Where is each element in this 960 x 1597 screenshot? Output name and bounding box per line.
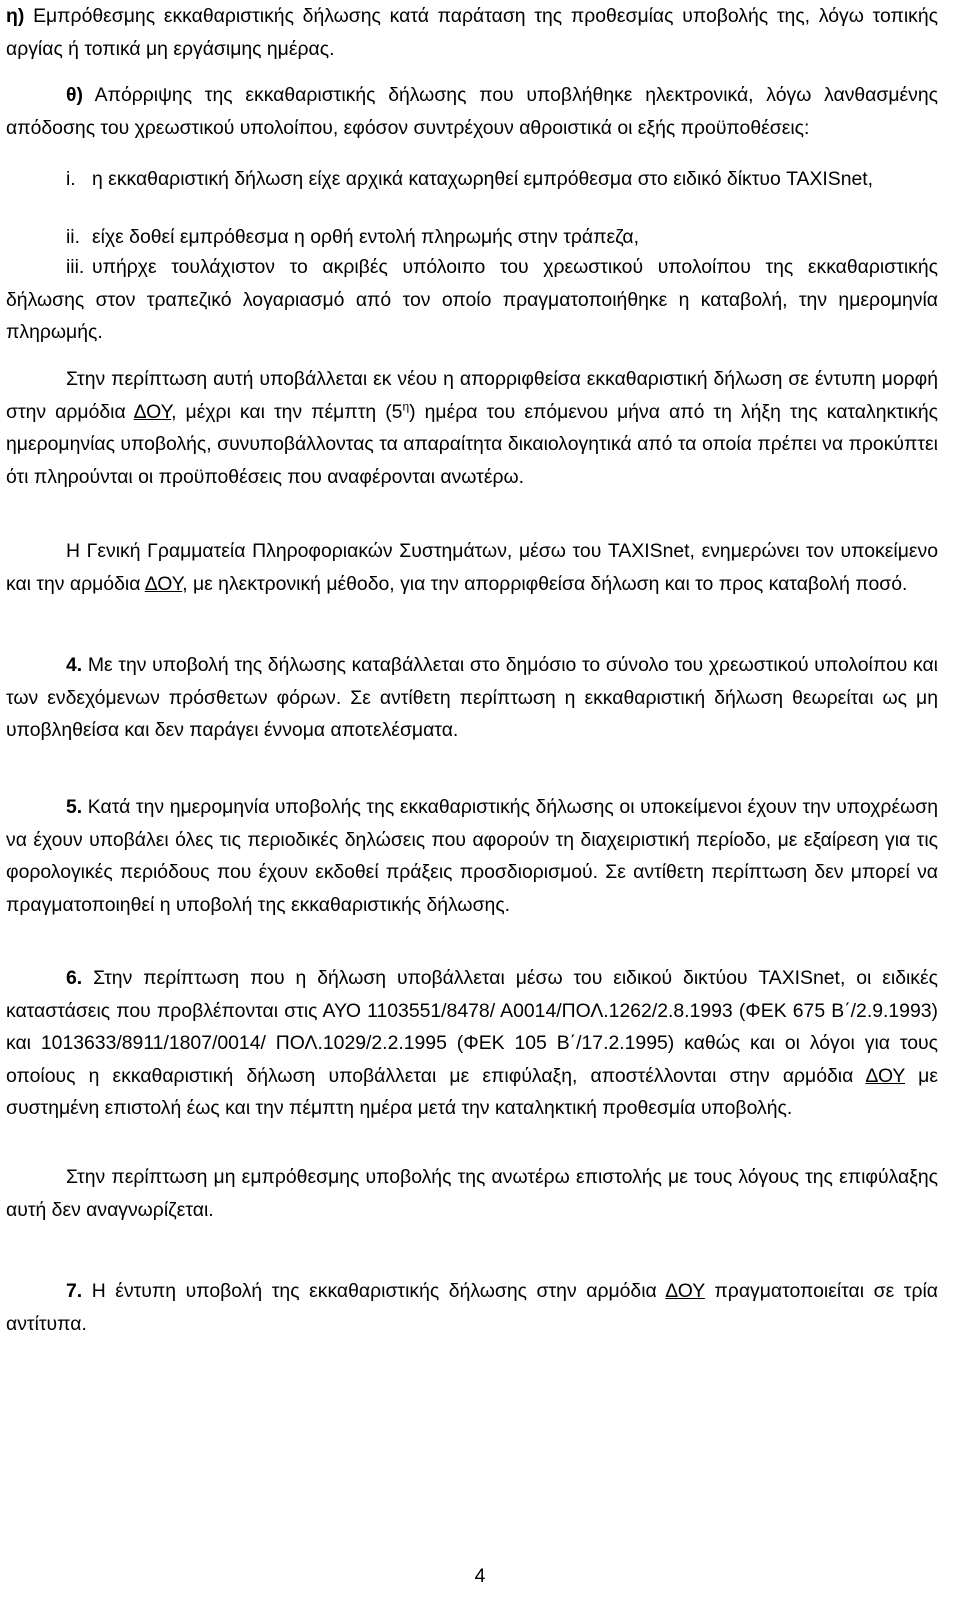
resubmission-text: , μέχρι και την πέμπτη (5 bbox=[171, 400, 403, 423]
doy-reference: ΔΟΥ bbox=[144, 572, 183, 595]
item-text-5: Κατά την ημερομηνία υποβολής της εκκαθαριστικής δήλωσης οι υποκείμενοι έχουν την υποχρέωση να έχουν υποβάλει όλες τις περιοδικές δηλώσεις που αφορούν τη διαχειριστική περίοδο, με εξαίρεση για τις φορολογικές περιόδους που έχουν εκδοθεί πράξεις προσδιορισμού. Σε αντίθετη περίπτωση δεν μπορεί να πραγματοποιηθεί η υποβολή της εκκαθαριστικής δήλωσης. bbox=[6, 796, 938, 916]
resubmission-text: ) ημέρα του επόμενου μήνα από τη λήξη της καταληκτικής ημερομηνίας υποβολής, συνυποβάλλοντας τα απαραίτητα δικαιολογητικά από τα οποία πρέπει να προκύπτει ότι πληρούνται οι προϋποθέσεις που αναφέρονται ανωτέρω. bbox=[6, 400, 938, 488]
paragraph-late-note bbox=[6, 1161, 938, 1226]
item-number-4: 4. bbox=[66, 654, 83, 676]
condition-number: ii. bbox=[66, 226, 81, 248]
condition-item bbox=[6, 163, 938, 196]
gsis-text: , με ηλεκτρονική μέθοδο, για την απορριφθείσα δήλωση και το προς καταβολή ποσό. bbox=[182, 572, 908, 595]
item-text-6: με συστημένη επιστολή έως και την πέμπτη ημέρα μετά την καταληκτική προθεσμία υποβολής. bbox=[6, 1064, 938, 1119]
condition-number: i. bbox=[66, 168, 76, 190]
doy-reference: ΔΟΥ bbox=[865, 1064, 906, 1087]
page-number: 4 bbox=[474, 1565, 486, 1587]
resubmission-text: Στην περίπτωση αυτή υποβάλλεται εκ νέου η απορριφθείσα εκκαθαριστική δήλωση σε έντυπη μορφή στην αρμόδια bbox=[6, 368, 938, 423]
item-number-5: 5. bbox=[66, 796, 83, 818]
condition-text: είχε δοθεί εμπρόθεσμα η ορθή εντολή πληρωμής στην τράπεζα, bbox=[92, 226, 639, 248]
condition-number: iii. bbox=[66, 256, 85, 278]
doy-reference: ΔΟΥ bbox=[133, 400, 172, 423]
condition-item bbox=[6, 221, 938, 254]
item-text-4: Με την υποβολή της δήλωσης καταβάλλεται στο δημόσιο το σύνολο του χρεωστικού υπολοίπου και των ενδεχόμενων πρόσθετων φόρων. Σε αντίθετη περίπτωση η εκκαθαριστική δήλωση θεωρείται ως μη υποβληθείσα και δεν παράγει έννομα αποτελέσματα. bbox=[6, 654, 938, 741]
condition-item bbox=[6, 251, 938, 349]
paragraph-theta bbox=[6, 79, 938, 144]
paragraph-gsis bbox=[6, 535, 938, 600]
condition-text: υπήρχε τουλάχιστον το ακριβές υπόλοιπο του χρεωστικού υπολοίπου της εκκαθαριστικής δήλωσης στον τραπεζικό λογαριασμό από τον οποίο πραγματοποιήθηκε η καταβολή, την ημερομηνία πληρωμής. bbox=[6, 256, 938, 343]
paragraph-resubmission bbox=[6, 363, 938, 493]
clause-text-eta: Εμπρόθεσμης εκκαθαριστικής δήλωσης κατά παράταση της προθεσμίας υποβολής της, λόγω τοπικής αργίας ή τοπικά μη εργάσιμης ημέρας. bbox=[6, 5, 938, 60]
clause-label-theta: θ) bbox=[66, 84, 83, 106]
clause-label-eta: η) bbox=[6, 5, 25, 27]
item-number-7: 7. bbox=[66, 1280, 83, 1302]
doy-reference: ΔΟΥ bbox=[665, 1280, 705, 1302]
paragraph-item-5 bbox=[6, 791, 938, 921]
item-number-6: 6. bbox=[66, 967, 83, 989]
gsis-text: Η Γενική Γραμματεία Πληροφοριακών Συστημάτων, μέσω του TAXISnet, ενημερώνει τον υποκείμενο και την αρμόδια bbox=[6, 540, 938, 595]
paragraph-item-4 bbox=[6, 649, 938, 747]
item-text-7: Η έντυπη υποβολή της εκκαθαριστικής δήλωσης στην αρμόδια bbox=[82, 1280, 666, 1302]
superscript-eta: η bbox=[402, 399, 410, 414]
condition-text: η εκκαθαριστική δήλωση είχε αρχικά καταχωρηθεί εμπρόθεσμα στο ειδικό δίκτυο TAXISnet, bbox=[92, 168, 874, 190]
paragraph-item-7 bbox=[6, 1275, 938, 1340]
item-text-6: Στην περίπτωση που η δήλωση υποβάλλεται μέσω του ειδικού δικτύου TAXISnet, οι ειδικές καταστάσεις που προβλέπονται στις ΑΥΟ 1103551/8478/ Α0014/ΠΟΛ.1262/2.8.1993 (ΦΕΚ 675 Β΄/2.9.1993) και 1013633/8911/1807/0014/ ΠΟΛ.1029/2.2.1995 (ΦΕΚ 105 Β΄/17.2.1995) καθώς και οι λόγοι για τους οποίους η εκκαθαριστική δήλωση υποβάλλεται με επιφύλαξη, αποστέλλονται στην αρμόδια bbox=[6, 967, 938, 1087]
clause-text-theta: Απόρριψης της εκκαθαριστικής δήλωσης που υποβλήθηκε ηλεκτρονικά, λόγω λανθασμένης απόδοσης του χρεωστικού υπολοίπου, εφόσον συντρέχουν αθροιστικά οι εξής προϋποθέσεις: bbox=[6, 84, 938, 139]
paragraph-item-6 bbox=[6, 962, 938, 1125]
late-note-text: Στην περίπτωση μη εμπρόθεσμης υποβολής της ανωτέρω επιστολής με τους λόγους της επιφύλαξης αυτή δεν αναγνωρίζεται. bbox=[6, 1166, 938, 1221]
paragraph-eta bbox=[6, 0, 938, 65]
item-text-7: πραγματοποιείται σε τρία αντίτυπα. bbox=[6, 1280, 939, 1335]
